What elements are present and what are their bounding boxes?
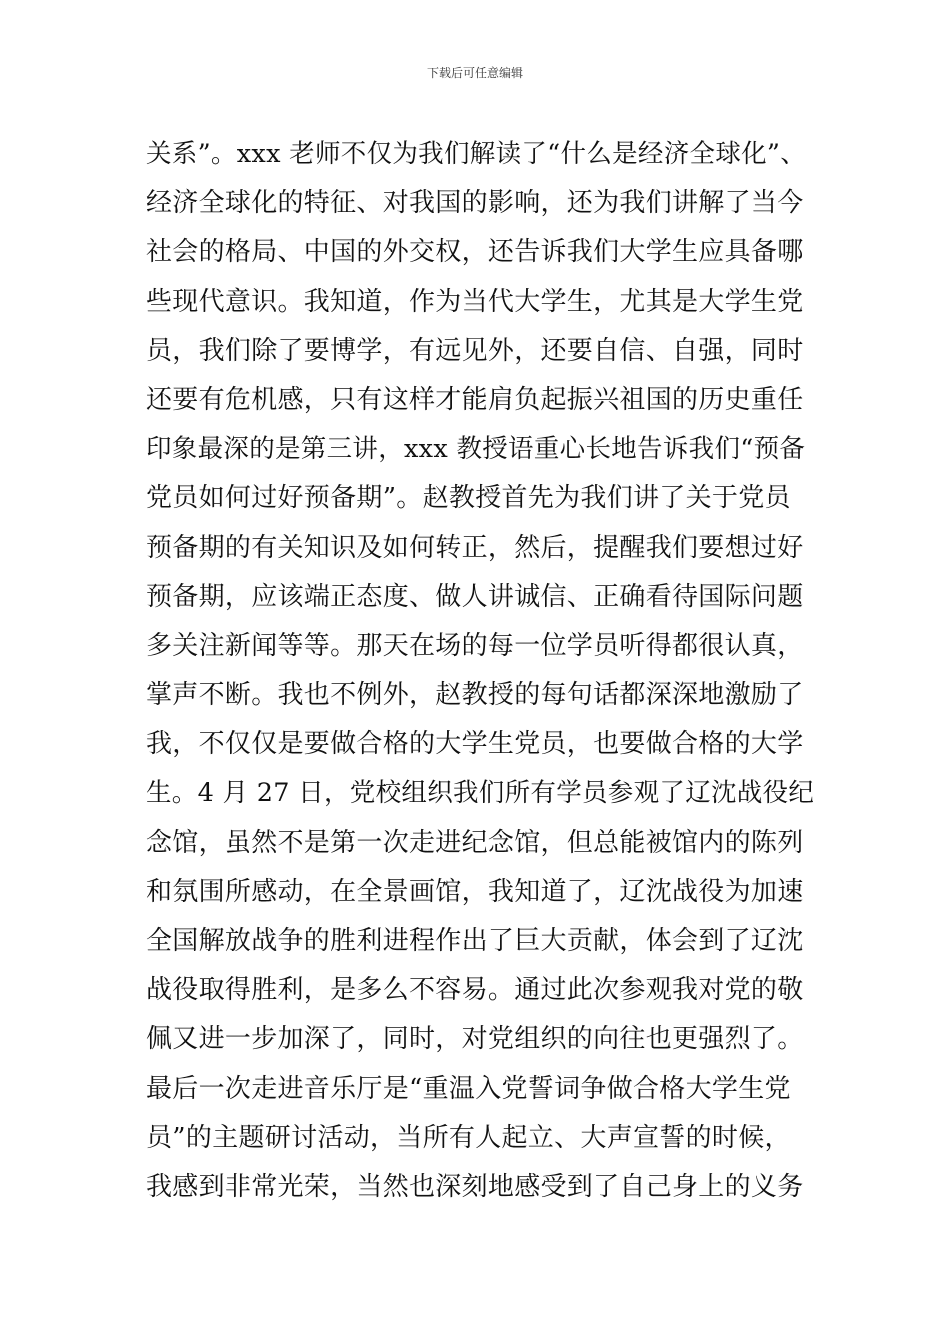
- body-text: [146, 130, 814, 1212]
- text-line: 经济全球化的特征、对我国的影响，还为我们讲解了当今: [146, 188, 804, 219]
- text-line: 最后一次走进音乐厅是“重温入党誓词争做合格大学生党: [146, 1073, 791, 1104]
- text-line: 印象最深的是第三讲，xxx 教授语重心长地告诉我们“预备: [146, 434, 806, 465]
- text-line: 生。4 月 27 日，党校组织我们所有学员参观了辽沈战役纪: [146, 778, 815, 809]
- text-line: 战役取得胜利，是多么不容易。通过此次参观我对党的敬: [146, 975, 804, 1006]
- text-line: 预备期的有关知识及如何转正，然后，提醒我们要想过好: [146, 532, 804, 563]
- text-line: 多关注新闻等等。那天在场的每一位学员听得都很认真，: [146, 630, 804, 661]
- text-line: 些现代意识。我知道，作为当代大学生，尤其是大学生党: [146, 286, 804, 317]
- text-line: 党员如何过好预备期”。赵教授首先为我们讲了关于党员: [146, 483, 791, 514]
- text-line: 我，不仅仅是要做合格的大学生党员，也要做合格的大学: [146, 729, 804, 760]
- text-line: 社会的格局、中国的外交权，还告诉我们大学生应具备哪: [146, 237, 804, 268]
- text-line: 全国解放战争的胜利进程作出了巨大贡献，体会到了辽沈: [146, 926, 804, 956]
- text-line: 还要有危机感，只有这样才能肩负起振兴祖国的历史重任: [146, 384, 804, 415]
- text-line: 员”的主题研讨活动，当所有人起立、大声宣誓的时候，: [146, 1122, 791, 1153]
- text-line: 佩又进一步加深了，同时，对党组织的向往也更强烈了。: [146, 1024, 804, 1055]
- text-line: 预备期，应该端正态度、做人讲诚信、正确看待国际问题: [146, 581, 804, 612]
- text-line: 念馆，虽然不是第一次走进纪念馆，但总能被馆内的陈列: [146, 827, 804, 858]
- text-line: 和氛围所感动，在全景画馆，我知道了，辽沈战役为加速: [146, 876, 804, 907]
- text-line: 我感到非常光荣，当然也深刻地感受到了自己身上的义务: [146, 1171, 804, 1202]
- text-line: 员，我们除了要博学，有远见外，还要自信、自强，同时: [146, 335, 804, 366]
- page-header: 下载后可任意编辑: [426, 66, 523, 80]
- text-line: 关系”。xxx 老师不仅为我们解读了“什么是经济全球化”、: [146, 139, 807, 169]
- text-line: 掌声不断。我也不例外，赵教授的每句话都深深地激励了: [146, 680, 804, 711]
